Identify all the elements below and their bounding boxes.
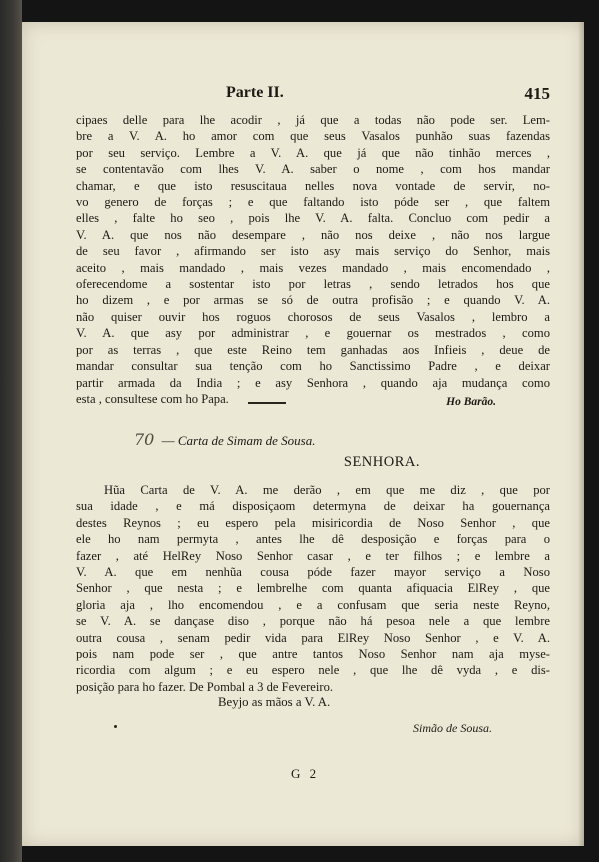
letter-1-body bbox=[76, 112, 550, 407]
text-line: por seu serviço. Lembre a V. A. que já que não tinhão merces , bbox=[76, 145, 550, 160]
text-line: ho dizem , e por armas se só de outra profisão ; e quando V. A. bbox=[76, 293, 550, 308]
text-line: ricordia com algum ; e eu espero nele , que lhe dê vyda , e dis- bbox=[76, 663, 550, 678]
book-page bbox=[22, 22, 584, 846]
text-line: ele ho nam permyta , antes lhe dê desposição e forças para o bbox=[76, 532, 550, 547]
text-line: posição para ho fazer. De Pombal a 3 de Fevereiro. bbox=[76, 679, 334, 694]
letter-2-closing: Beyjo as mãos a V. A. bbox=[218, 695, 331, 709]
text-line: não quiser ouvir hos roguos chorosos de seus Vasalos , lembro a bbox=[76, 309, 550, 324]
text-line: cipaes delle para lhe acodir , já que a todas não pode ser. Lem- bbox=[76, 113, 550, 127]
text-line: mandar consultar sua tenção com ho Sanctissimo Padre , e deixar bbox=[76, 359, 550, 374]
page-number: 415 bbox=[524, 84, 550, 103]
text-line: partir armada da India ; e asy Senhora , quando aja mudança como bbox=[76, 375, 550, 390]
text-line: chamar, e que isto resuscitaua nelles nova vontade de servir, no- bbox=[76, 178, 550, 193]
text-line: V. A. que nos não desempare , não nos deixe , não nos largue bbox=[76, 227, 550, 242]
running-header bbox=[76, 84, 550, 108]
text-line: V. A. que asy por administrar , e gouernar os mestrados , como bbox=[76, 326, 550, 341]
book-spine bbox=[0, 0, 22, 862]
page-edge-shadow bbox=[578, 22, 584, 846]
text-line: pois nam pode ser , que antre tantos Noso Senhor nam aja myse- bbox=[76, 647, 550, 662]
text-line: se contentavão com lhes V. A. saber o nome , com hos mandar bbox=[76, 162, 550, 177]
text-line: de seu favor , afirmando ser isto asy mais serviço do Senhor, mais bbox=[76, 244, 550, 259]
section-rule bbox=[248, 402, 286, 404]
text-line: se V. A. se dançase diso , porque não há pesoa nele a que lembre bbox=[76, 614, 550, 629]
text-line: esta , consultese com ho Papa. bbox=[76, 391, 229, 406]
signature-dot bbox=[114, 725, 117, 728]
letter-2-salutation: SENHORA. bbox=[343, 454, 420, 470]
text-line: vo genero de forças ; e que faltando isto póde ser , que faltem bbox=[76, 195, 550, 210]
letter-2-signature: Simão de Sousa. bbox=[413, 721, 492, 735]
letter-1-signature: Ho Barão. bbox=[446, 396, 496, 408]
text-line: Hũa Carta de V. A. me derão , em que me diz , que por bbox=[104, 483, 550, 497]
text-line: aceito , mais mandado , mais vezes mandado , mais encomendado , bbox=[76, 260, 550, 275]
heading-dash: — bbox=[161, 433, 175, 448]
text-line: por as terras , que este Reino tem ganhadas aos Infieis , deue de bbox=[76, 342, 550, 357]
text-line: fazer , até HelRey Noso Senhor casar , e ter filhos ; e lembre a bbox=[76, 548, 550, 563]
text-line: sua idade , e má disposiçaom determyna de deixar ha gouernança bbox=[76, 499, 550, 514]
gathering-signature-mark: G 2 bbox=[291, 766, 320, 781]
text-line: elles , falte ho seo , pois lhe V. A. falta. Concluo com pedir a bbox=[76, 211, 550, 226]
letter-2-title: Carta de Simam de Sousa. bbox=[177, 433, 316, 448]
handwritten-letter-number: 70 bbox=[134, 430, 155, 449]
text-line: oferecendome a sostentar isto por letras , sendo letrados hos que bbox=[76, 277, 550, 292]
letter-2-heading bbox=[134, 430, 315, 449]
text-line: V. A. que em nenhũa cousa póde fazer mayor serviço a Noso bbox=[76, 565, 550, 580]
running-title: Parte II. bbox=[226, 84, 284, 101]
letter-2-body bbox=[76, 482, 550, 695]
text-line: Senhor , que nesta ; e lembrelhe com quanta afiquacia ElRey , que bbox=[76, 581, 550, 596]
text-line: destes Reynos ; eu espero pela misiricordia de Noso Senhor , que bbox=[76, 515, 550, 530]
text-line: bre a V. A. ho amor com que seus Vasalos punhão suas fazendas bbox=[76, 129, 550, 144]
text-line: gloria aja , lho encomendou , e a confusam que seria neste Reyno, bbox=[76, 597, 550, 612]
text-line: outra cousa , senam pedir vida para ElRey Noso Senhor , e V. A. bbox=[76, 630, 550, 645]
